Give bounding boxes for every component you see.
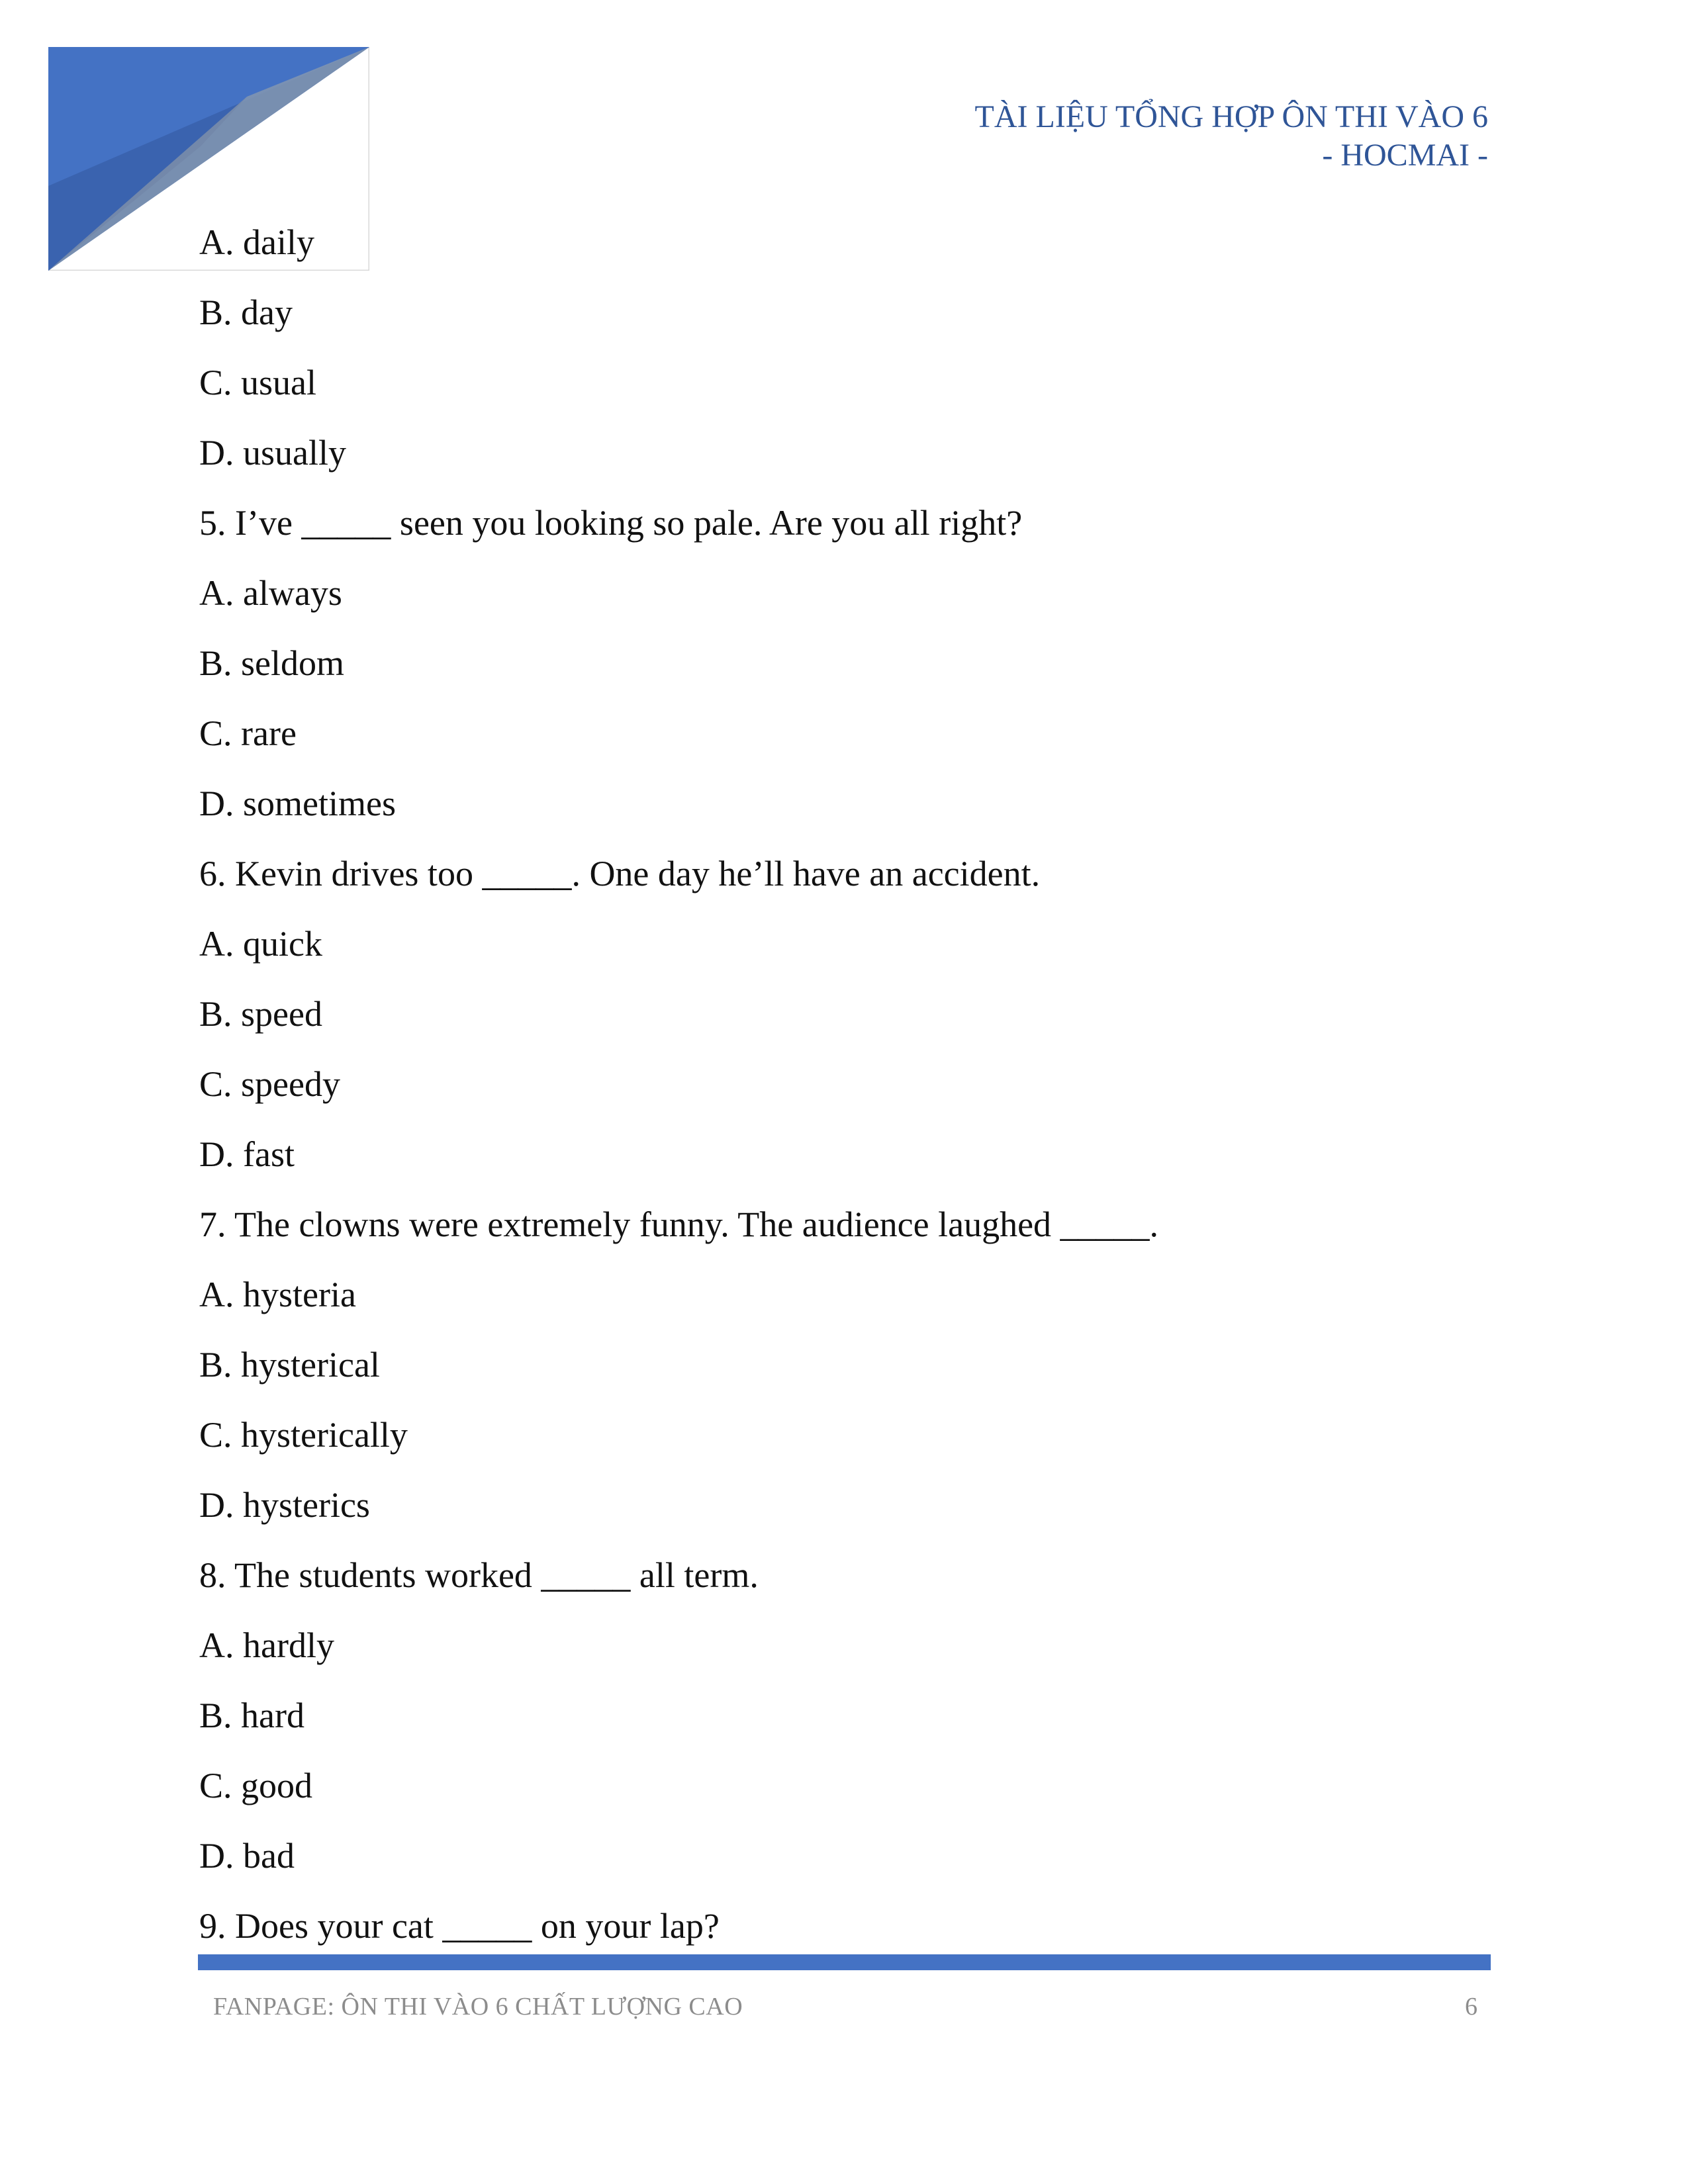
answer-option: A. hardly <box>199 1625 334 1665</box>
answer-option: B. day <box>199 293 293 332</box>
question-6: 6. Kevin drives too _____. One day he’ll have an accident. <box>199 854 1041 893</box>
answer-option: D. hysterics <box>199 1485 370 1525</box>
answer-option: B. seldom <box>199 643 345 683</box>
answer-option: A. daily <box>199 222 314 262</box>
answer-option: A. quick <box>199 924 322 964</box>
footer-fanpage-text: FANPAGE: ÔN THI VÀO 6 CHẤT LƯỢNG CAO <box>213 1993 743 2021</box>
answer-option: C. rare <box>199 713 297 753</box>
question-7: 7. The clowns were extremely funny. The audience laughed _____. <box>199 1205 1159 1244</box>
answer-option: B. hysterical <box>199 1345 380 1385</box>
answer-option: A. hysteria <box>199 1275 356 1314</box>
answer-option: D. bad <box>199 1836 295 1876</box>
answer-option: C. hysterically <box>199 1415 408 1455</box>
question-8: 8. The students worked _____ all term. <box>199 1555 759 1595</box>
answer-option: D. usually <box>199 433 346 473</box>
answer-option: D. sometimes <box>199 784 396 823</box>
page-number: 6 <box>1465 1993 1477 2021</box>
answer-option: B. hard <box>199 1696 305 1735</box>
answer-option: C. speedy <box>199 1064 340 1104</box>
question-5: 5. I’ve _____ seen you looking so pale. Are you all right? <box>199 503 1023 543</box>
answer-option: B. speed <box>199 994 322 1034</box>
header-subtitle: - HOCMAI - <box>1322 138 1488 173</box>
document-header <box>975 98 1489 175</box>
answer-option: C. good <box>199 1766 313 1805</box>
answer-option: D. fast <box>199 1134 295 1174</box>
header-title: TÀI LIỆU TỔNG HỢP ÔN THI VÀO 6 <box>974 99 1488 134</box>
question-9: 9. Does your cat _____ on your lap? <box>199 1906 720 1946</box>
footer-divider <box>198 1954 1491 1970</box>
question-list <box>199 220 1490 1974</box>
answer-option: A. always <box>199 573 342 613</box>
answer-option: C. usual <box>199 363 317 402</box>
